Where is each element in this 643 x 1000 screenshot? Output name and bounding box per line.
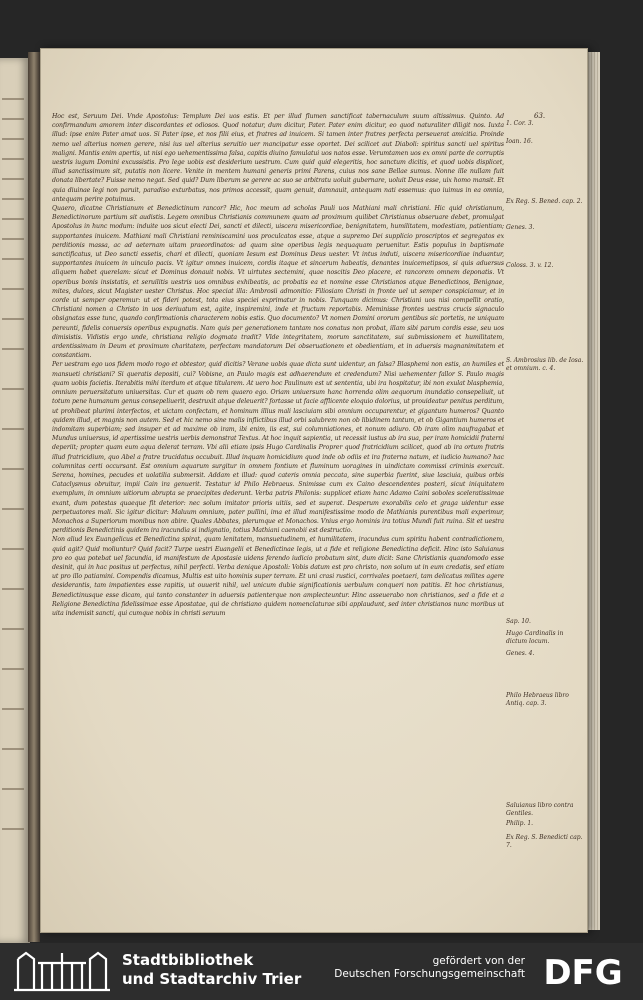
body-text bbox=[52, 112, 504, 917]
footer-bar bbox=[0, 943, 643, 1000]
library-name-line: Stadtbibliothek bbox=[122, 951, 254, 969]
manuscript-page bbox=[40, 48, 588, 933]
margin-note: Philip. 1. bbox=[506, 820, 534, 827]
margin-note: Philo Hebraeus libro Antiq. cap. 3. bbox=[506, 692, 569, 707]
margin-note: Ex Reg. S. Bened. cap. 2. bbox=[506, 198, 583, 205]
margin-note: Ex Reg. S. Benedicti cap. 7. bbox=[506, 834, 583, 849]
library-name bbox=[122, 951, 301, 989]
margin-note: Hugo Cardinalis in dictum locum. bbox=[506, 630, 564, 645]
margin-note: 1. Cor. 3. bbox=[506, 120, 534, 127]
funding-credit-line: gefördert von der bbox=[432, 955, 525, 967]
paragraph: Non aliud lex Euangelicus et Benedictina spirat, quam lenitatem, mansuetudinem, et humilitatem, iracundus cum spiritu habent contradictionem, quid agit? Quid moliuntur? Quid facit? Turpe uestri Euangelii et Benedictinae legis, ut a fide et religione Benedictina deficit. Hinc isto Saluianus pro eo qua potebat uel facundia, id manifestum de Apostasie uidens ferendo iudicio probatum sint, dum dicit: Sane Christianis quandomodo esse desinit, qui in hac positus ut perfectus, nihil perfecti. Verba denique Apostoli: Vobis datum est pro christo, non solum ut in eum credatis, sed etiam ut pro illo patiamini. Compendis dicamus, Multis est uito hominis super terram. Et uni crasi rustici, corrivales poetaeri, tam delicatus milites agere desiderantis, tam impatientes esse rapitis, ut ouuerit nihil, uel unicum dubie significationis uerbulum conqueri non patitis. Et hoc christianus, Benedictinusque esse dicam, qui tanto constanter in aduersis patienterque non amplecteuntur. Hinc asseuerabo non christianos, sed a fide et a Religione Benedictina fidelissimae esse Apostatae, qui de christiano quidem nomenclaturae sibi applaudunt, sed inter christianos nunc moribus ut uita indemisit sancti, qui cumque nobis in christi seruum bbox=[52, 536, 504, 617]
margin-note: Sap. 10. bbox=[506, 618, 531, 625]
dfg-logo-icon bbox=[533, 951, 633, 991]
margin-note: Coloss. 3. v. 12. bbox=[506, 262, 554, 269]
dfg-logo-text: DFG bbox=[543, 953, 623, 991]
funding-credit-line: Deutschen Forschungsgemeinschaft bbox=[334, 968, 525, 980]
margin-note: Genes. 4. bbox=[506, 650, 535, 657]
library-logo-icon bbox=[12, 949, 112, 993]
paragraph: Quaero, dicatne Christianum et Benedictinum rancor? Hic, hoc meum ad scholas Pauli uos Mathiani mali christiani. Hic quid christianum, Benedictinorum partium sit audistis. Legem omnibus Christianis communem quam ad proximum quilibet Christianus obseruare debet, promulgat Apostolus in hunc modum: induite uos sicut electi Dei, sancti et dilecti, uiscera misericordiae, benignitatem, humilitatem, modestiam, patientiam; supportantes inuicem. Mathiani mali Christiani reminiscamini uos proculcatos esse, atque a supremo Dei supplicio proscriptos et segregatos ex perditionis massa, ac ad aeternam uitam praeordinatos: ad quam sine operibus legis nequaquam peruenitur. Estis populus in baptismate sanctificatus, ut Deo sancti essetis, chari et dilecti, quoniam Iesum est Dominus Deus uester. Vt intus induti, uiscera misericordiae induantur, supportantes inuicem in uinculo pacis. Vt igitur omnes inuicem, cordis itaque et sincerum habeatis, denantes inuicemetipsos, si quis aduersus aliquem habet querelam: sicut et Dominus donauit nobis. Vt uirtutes sectemini, quae noscitis Deo placere, et rancorem omnem deponatis. Vt operibus bonis insistatis, et seruilitis uestris uos omnibus exhibeatis, ac probatis ea et nomine esse Christianos atque Benedictinos, Benignae, mites, dulces, sicut Magister uester Christus. Hoc speciat illa: Ambrosii admonitio: Filiosiam Christi in fronte uel ut semper conspiciamur, et in corde ut semper operemur: ut et fideri potest, tota eius speciei exprimatur in nobis. Tunquam dicimus: Christiani uos nisi compellit oratio, Christiani nomen a Christo in uos deriuatum est, agite, inspiremini, inde et fructum reportabis. Meminisse frontes uestras crucis signaculo obsignatas esse tunc, quando confirmationis characterem nobis estis. Quo documento? Vt nomen Domini ororum gentibus sic portetis, ne uniquam pereunti, fidelis conuersis operibus expugnatis. Nam quis per generationem tantam nos conatus non probat, illam sibi parum cordis esse, seu uos dimisistis. Vidistis ergo unde, christiana religio dogmata tradit? Vlde integritatem, morum sanctitatem, sui submissionem et humilitatem, ardentissimam in Deum et proximum charitatem, perfectam mandatorum Dei obseruationem et obedientiam, et in aduersis magnanimitatem et constantiam. bbox=[52, 205, 504, 360]
margin-note: S. Ambrosius lib. de Iosa. et omnium. c. 4. bbox=[506, 357, 584, 372]
book-gutter bbox=[28, 52, 40, 942]
left-page-edge bbox=[0, 58, 30, 943]
margin-note: Genes. 3. bbox=[506, 224, 535, 231]
funding-credit bbox=[334, 955, 525, 981]
paragraph: Per uestram ego uos fidem modo rogo et obtestor, quid dicitis? Verane uobis quae dicta sunt uidentur, an falsa? Blasphemi non estis, an humiles et mansueti christiani? Si queratis depositi, cui? Vobisne, an Paulo magis est adhaerendum et credendum? Nisi uehementer fallor S. Paulo magis quam uobis facietis. Iterabitis mihi iterdum et atque titularem. At uero hoc Paulinum est ut sententia, ubi ira hospitatur, ibi non exulat blasphemia, omnium peruersitatum uniuersitas. Cur et quam ob rem quaero ego. Oriam uniuersum hanc horrenda olim aequorum inundatio consepeliuit, ut totum pene humanum genus consepeliuerit, destruxit atque deleuerit? fortasse ut facie afflicente eloquio dolorius, ut prouideatur penitus perditum, ut prohibeat plurimi interfectos, et uictam confectam, et hominum illius mali lasciuiam sibi omnium occuparentur, et gigantum humeros? Quanto quidem illud, et magnis non autem. Sed et hic nemo sine malis inflictibus illud orbi salubrem non ob libidinem tantum, et ob Gigantium humeros et indomitam superbiam; sed insuper et ad maxime ob iram, ibi enim, iis est, sui columniationes, et nonum adiuro. Ob iram olim naufragabat et Mundus uniuersus, id apertissime uestris uerbis demonstrat Textus. At hoc inquit sapientia, ut recessit iustus ab ira sua, per iram homicidii fraterni deperiit; propter quam eum aqua delerat terram. Vbi alii etiam ipsis Hugo Cardinalis Proprer quod fratricidium scilicet, quod ab ira ortum fratris illud fratricidium, quo Abel a fratre trucidatus occubuit. Illud inquam homicidium quod inde ob odiis et ira fraterna natum, et iudicio humano? hac columnitas certi occursant. Est omnium aquarum surgitur in omnem fontium et fluminum uoragines in uindictam commissi criminis exercuit. Serena, homines, pecudes et uolatilia submersit. Addam et illud: quod cateris omnia peccata, sine superbia fuerint, siue lasciuia, quibus orbis Cataclysmus obruitur, impii Cain ira genuerit. Testatur id Philo Hebraeus. Snimisse cum ex Caino descendentes posteri, sicut iniquitatem exemplum, in omnium uitiorum abrupta se praecipites dederunt. Verba patris Philonis: supplicet etiam hanc Adamo Caini soboles sceleratissimae exant, dum potestas quaeque fit deterior: nec solum imitator prioris uitiis, sed et superat. Desperum exorabilis celo et graga uidentur esse perpetuatores mali. Sic igitur dicitur: Maluum omnium, pater pullini, ima et illud manifestissime modo de Mathianis purentibus mali experimur, Monachos a Superiorum monibus non abire. Quales Abbates, plerumque et Monachos. Vnius ergo hominis ira totius Mundi fuit ruina. Sit et uestra perditionis Benedictinis quidem ira iracundia si indignatio, totius Mathiani caenobii est destructio. bbox=[52, 361, 504, 535]
library-name-line: und Stadtarchiv Trier bbox=[122, 970, 302, 988]
margin-note: Ioan. 16. bbox=[506, 138, 533, 145]
page-edge-stack bbox=[586, 52, 600, 930]
paragraph: Hoc est, Seruum Dei. Vnde Apostolus: Templum Dei uos estis. Et per illud flumen sanctificat tabernaculum suum altissimus. Quinto. Ad confirmandum amorem inter discordantes et odiosos. Quod notatur, dum dicitur, Pater. Pater enim dicitur, eo quod naturaliter diligit nos. Iuxta illud: ipse enim Pater amat uos. Si Pater ipse, et nos filii eius, et fratres ad inuicem. Si tamen inter fratres perfecta perseuerat amicitia. Proinde nemo uel alterius nomen gerere, nisi ius uel alterius seruitio uer mancipatur esse oportet. Dei scilicet aut Diaboli: spiritus sancti uel spiritus maligni. Mantis enim apertis, ut nisi ego uehementissima falsa, capitis diuino famulatui uos natos esse. Verumtamen uos ex omni parte de corruptis uestris iugum Domini excussistis. Pro lege uobis est desiderium uestrum. Cum quid quid elegeritis, hoc sanctum dicitis, et quod uobis displicet, illud sanctissimum sit, putatis non licere. Venite in mentem humani generis primi Parens, cuius nos sane Bellae sumus. Nonne ille nullam fuit donata libertate? Fuisse nemo negat. Sed quid? Dum liberum se gerere ac suo se arbitratu uoluit gubernare, uoluit Deus esse, uix homo mansit. Et quia diuinae legi non paruit, paradiso exturbatus, nos primos accessit, quam genuit, damnauit, antequam nati essemus: quo iuimus in ea omnia, antequam perire potuimus. bbox=[52, 113, 504, 203]
margin-notes bbox=[506, 112, 586, 917]
margin-note: Saluianus libro contra Gentiles. bbox=[506, 802, 574, 817]
folio-number: 63. bbox=[534, 112, 546, 120]
